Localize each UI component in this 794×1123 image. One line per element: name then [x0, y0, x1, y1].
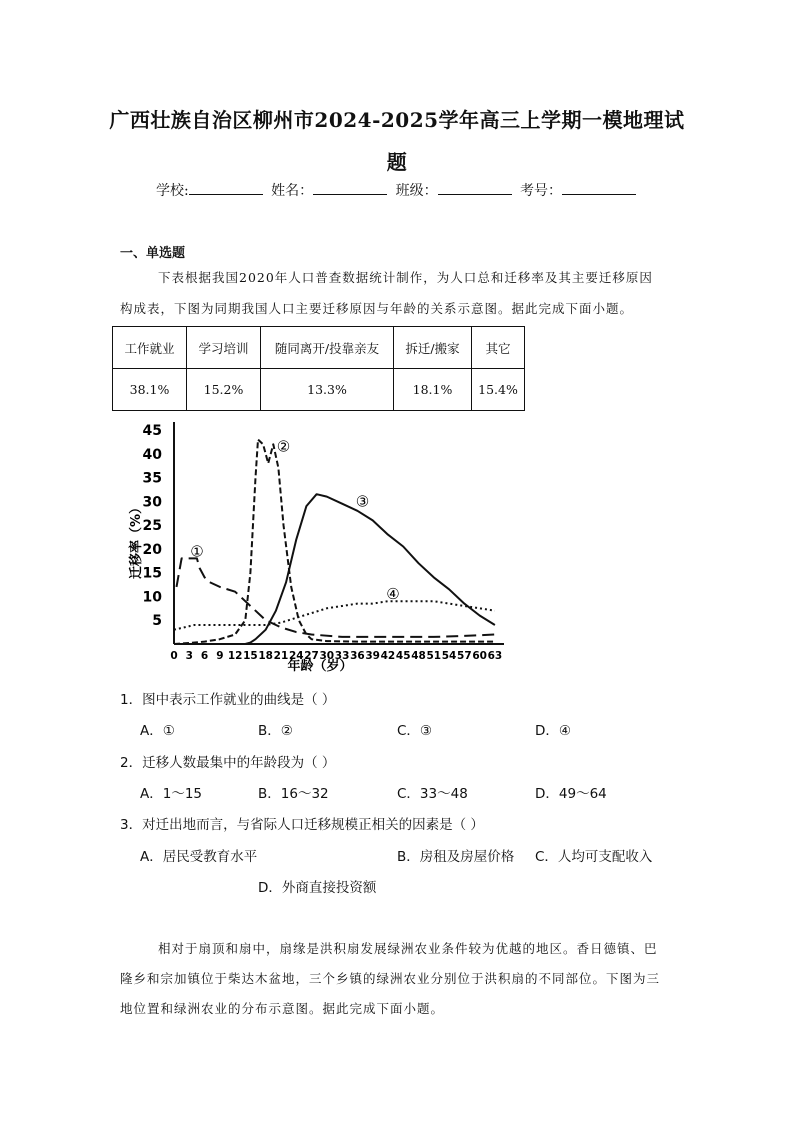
series-line-2 — [174, 437, 495, 645]
x-tick-label: 48 — [411, 650, 426, 662]
x-tick-label: 15 — [243, 650, 258, 662]
x-tick-label: 6 — [200, 650, 209, 662]
page-title-line1: 广西壮族自治区柳州市2024-2025学年高三上学期一模地理试 — [109, 108, 685, 132]
question-3-stem: 3．对迁出地而言，与省际人口迁移规模正相关的因素是（ ） — [120, 817, 484, 833]
class-label: 班级： — [395, 183, 438, 199]
x-tick-label: 0 — [170, 650, 178, 662]
x-tick-label: 42 — [380, 650, 396, 662]
x-tick-label: 18 — [258, 650, 273, 662]
table-value-cell: 18.1% — [394, 369, 472, 411]
table-value-row — [113, 369, 525, 411]
question-1-option-c[interactable]: C．③ — [397, 723, 433, 739]
x-tick-label: 24 — [288, 650, 304, 662]
question-3-option-b[interactable]: B．房租及房屋价格 — [397, 849, 515, 865]
x-tick-label: 45 — [395, 650, 411, 662]
x-tick-label: 39 — [365, 650, 380, 662]
series-line-3 — [174, 494, 495, 644]
question-2-option-c[interactable]: C．33～48 — [397, 786, 468, 802]
series-label-1: ① — [190, 542, 204, 561]
student-info-row — [0, 180, 794, 200]
table-header-cell: 工作就业 — [113, 327, 187, 369]
table-header-cell: 学习培训 — [187, 327, 261, 369]
passage2-line2: 隆乡和宗加镇位于柴达木盆地，三个乡镇的绿洲农业分别位于洪积扇的不同部位。下图为三 — [120, 971, 661, 986]
y-tick-label: 25 — [142, 518, 162, 535]
class-blank[interactable] — [438, 182, 512, 195]
migration-age-chart — [120, 418, 510, 674]
series-label-4: ④ — [386, 585, 400, 604]
x-tick-label: 9 — [216, 650, 224, 662]
y-tick-label: 45 — [142, 423, 162, 439]
x-tick-label: 12 — [227, 650, 243, 662]
x-tick-label: 21 — [273, 650, 289, 662]
table-value-cell: 38.1% — [113, 369, 187, 411]
y-tick-label: 15 — [142, 565, 162, 582]
number-blank[interactable] — [562, 182, 636, 195]
x-tick-label: 57 — [457, 650, 472, 662]
x-axis-label: 年龄（岁） — [287, 659, 353, 674]
question-2-option-a[interactable]: A．1～15 — [140, 786, 203, 802]
series-label-2: ② — [276, 437, 291, 456]
table-value-cell: 13.3% — [261, 369, 394, 411]
table-value-cell: 15.4% — [472, 369, 525, 411]
y-tick-label: 20 — [142, 541, 162, 558]
passage2-line3: 地位置和绿洲农业的分布示意图。据此完成下面小题。 — [120, 1001, 445, 1016]
number-label: 考号： — [520, 183, 563, 199]
x-tick-label: 36 — [350, 650, 365, 662]
series-label-3: ③ — [355, 492, 370, 511]
school-blank[interactable] — [189, 182, 263, 195]
passage1-line2: 构成表，下图为同期我国人口主要迁移原因与年龄的关系示意图。据此完成下面小题。 — [120, 301, 634, 316]
table-value-cell: 15.2% — [187, 369, 261, 411]
y-tick-label: 40 — [142, 446, 162, 463]
x-tick-label: 60 — [472, 650, 487, 662]
question-3-option-d[interactable]: D．外商直接投资额 — [258, 880, 377, 896]
page-title-line2: 题 — [386, 150, 408, 174]
x-tick-label: 51 — [426, 650, 442, 662]
table-header-cell: 其它 — [472, 327, 525, 369]
y-axis-label: 迁移率（%） — [129, 500, 144, 580]
question-2-option-d[interactable]: D．49～64 — [535, 786, 607, 802]
question-2-stem: 2．迁移人数最集中的年龄段为（ ） — [120, 755, 336, 771]
name-label: 姓名： — [271, 183, 314, 199]
question-3-option-c[interactable]: C．人均可支配收入 — [535, 849, 653, 865]
y-tick-label: 35 — [142, 470, 162, 487]
passage2-line1: 相对于扇顶和扇中，扇缘是洪积扇发展绿洲农业条件较为优越的地区。香日德镇、巴 — [158, 941, 658, 956]
question-2-option-b[interactable]: B．16～32 — [258, 786, 329, 802]
table-header-cell: 随同离开/投靠亲友 — [261, 327, 394, 369]
y-tick-label: 30 — [142, 494, 162, 511]
section-heading: 一、单选题 — [120, 246, 186, 261]
school-label: 学校: — [155, 183, 189, 199]
x-tick-label: 27 — [304, 650, 319, 662]
table-header-cell: 拆迁/搬家 — [394, 327, 472, 369]
name-blank[interactable] — [313, 182, 387, 195]
migration-reason-table — [112, 326, 525, 411]
table-header-row — [113, 327, 525, 369]
x-tick-label: 30 — [319, 650, 335, 662]
question-1-option-b[interactable]: B．② — [258, 723, 293, 739]
question-1-option-a[interactable]: A．① — [140, 723, 175, 739]
y-tick-label: 10 — [142, 589, 162, 606]
passage1-line1: 下表根据我国2020年人口普查数据统计制作，为人口总和迁移率及其主要迁移原因 — [158, 270, 653, 285]
question-1-option-d[interactable]: D．④ — [535, 723, 571, 739]
series-line-4 — [174, 601, 495, 630]
y-tick-label: 5 — [152, 613, 162, 630]
question-1-stem: 1．图中表示工作就业的曲线是（ ） — [120, 692, 336, 708]
x-tick-label: 54 — [441, 650, 457, 662]
x-tick-label: 63 — [487, 650, 503, 662]
x-tick-label: 3 — [185, 650, 193, 662]
question-3-option-a[interactable]: A．居民受教育水平 — [140, 849, 258, 865]
x-tick-label: 33 — [334, 650, 350, 662]
